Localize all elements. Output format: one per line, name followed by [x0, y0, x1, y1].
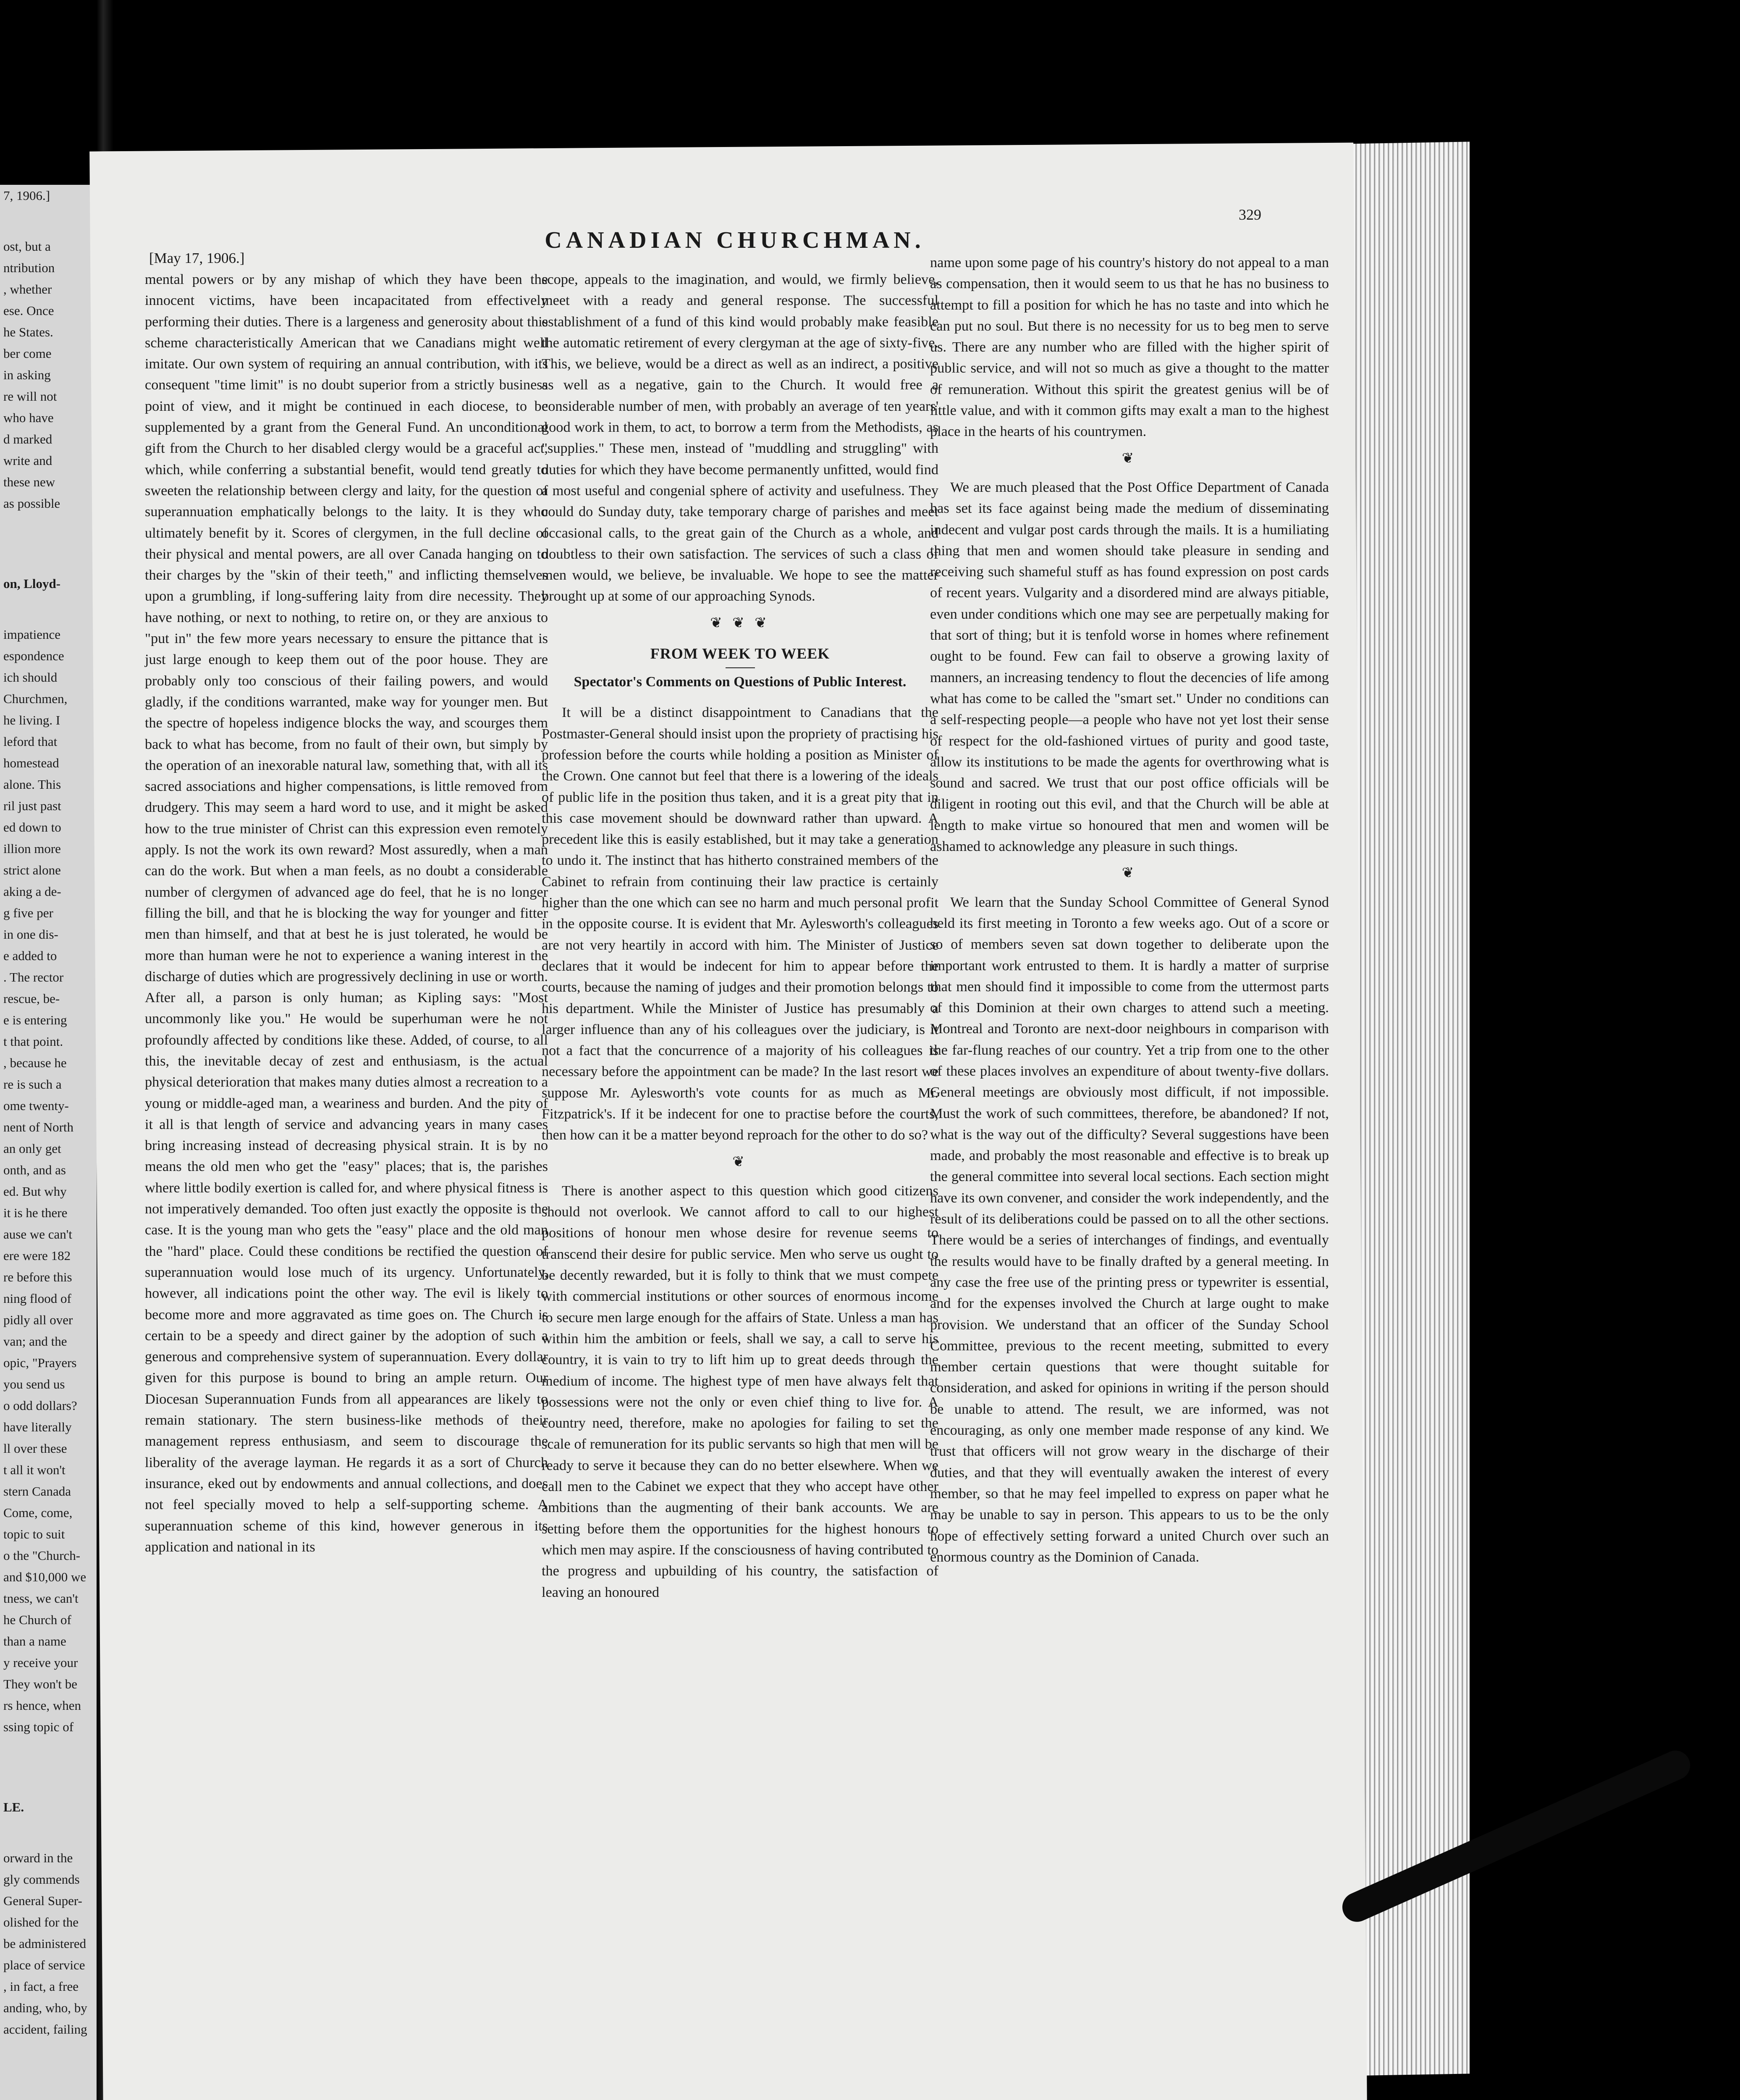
fragment-gap	[0, 594, 97, 624]
left-page-line: o the "Church-	[3, 1548, 81, 1563]
left-page-line: Come, come,	[3, 1505, 73, 1520]
left-page-line: tness, we can't	[3, 1591, 79, 1606]
left-page-line: 7, 1906.]	[3, 188, 50, 203]
left-page-line: impatience	[3, 627, 60, 642]
left-page-line: ause we can't	[3, 1227, 72, 1242]
left-page-line: aking a de-	[3, 884, 61, 899]
fragment-gap	[0, 1738, 97, 1767]
left-page-line: espondence	[3, 648, 64, 663]
superannuation-continued: mental powers or by any mishap of which they have been the innocent victims, have been incapacitated from effectively performing their duties. There is a largeness and generosity about this scheme characteristically American that we Canadians might well imitate. Our own system of requiring an annual contribution, with its consequent "time limit" is no doubt superior from a strictly business point of view, and it might be continued in each diocese, to be supplemented by a grant from the General Fund. An unconditional gift from the Church to her disabled clergy would be a graceful act, which, while conferring a substantial benefit, would tend greatly to sweeten the relationship between clergy and laity, for the question of superannuation emphatically belongs to the laity. It is they who ultimately benefit by it. Scores of clergymen, in the full decline of their physical and mental powers, are all over Canada hanging on to their charges by the "skin of their teeth," and inflicting themselves upon a grumbling, if long-suffering laity from dire necessity. They have nothing, or next to nothing, to retire on, or they are anxious to "put in" the few more years necessary to ensure the pittance that is just large enough to keep them out of the poor house. They are probably only too conscious of their failing powers, and would gladly, if the conditions warranted, make way for younger men. But the spectre of hopeless indigence blocks the way, and scourges them back to what has become, from no fault of their own, but simply by the operation of an inexorable natural law, something that, with all its sacred associations and higher compensations, is little removed from drudgery. This may seem a hard word to use, and it might be asked how to the true minister of Christ can this expression even remotely apply. Is not the work its own reward? Most assuredly, when a man can do the work. But when a man feels, as no doubt a considerable number of clergymen of advanced age do feel, that he is no longer filling the bill, and that he is blocking the way for younger and fitter men than himself, and that at best he is just tolerated, he would be more than human were he not to experience a waning interest in the discharge of duties which are progressively declining in use or worth. After all, a parson is only human; as Kipling says: "Most uncommonly like you." He would be superhuman were he not profoundly affected by conditions like these. Added, of course, to all this, the inevitable decay of zest and enthusiasm, is the actual physical deterioration that makes many duties almost a recreation to a young or middle-aged man, a weariness and burden. And the pity of it all is that length of service and advancing years in many cases bring increasing instead of decreasing physical strain. It is by no means the old men who get the "easy" places; that is, the parishes where little bodily exertion is called for, and where physical fitness is not imperatively demanded. Too often just exactly the opposite is the case. It is the young man who gets the "easy" place and the old man the "hard" place. Could these conditions be rectified the question of superannuation would lose much of its urgency. Unfortunately, however, all indications point the other way. The evil is likely to become more and more aggravated as time goes on. The Church is certain to be a speedy and direct gainer by the adoption of such a generous and comprehensive system of superannuation. Every dollar given for this purpose is bound to bring an ample return. Our Diocesan Superannuation Funds from all appearances are likely to remain stationary. The stern business-like methods of their management repress enthusiasm, and seem to discourage the liberality of the average layman. He regards it as a sort of Church insurance, eked out by endowments and annual collections, and does not feel specially moved to help a self-supporting scheme. A superannuation scheme of this kind, however generous in its application and national in its	[145, 271, 548, 1555]
left-page-line: e is entering	[3, 1013, 67, 1027]
left-page-line: these new	[3, 475, 55, 489]
left-page-line: an only get	[3, 1141, 61, 1156]
left-page-line: and $10,000 we	[3, 1570, 86, 1584]
left-page-line: o odd dollars?	[3, 1398, 77, 1413]
issue-date: [May 17, 1906.]	[149, 250, 245, 266]
left-page-line: re before this	[3, 1270, 72, 1284]
left-page-line: stern Canada	[3, 1484, 71, 1499]
left-page-line: on, Lloyd-	[3, 576, 61, 591]
left-page-line: he Church of	[3, 1612, 71, 1627]
postmaster-paragraph: It will be a distinct disappointment to Canadians that the Postmaster-General should insist upon the propriety of practising his profession before the courts while holding a position as Minister of the Crown. One cannot but feel that there is a lowering of the ideals of public life in the position thus taken, and it is a great pity that in this case movement should be downward rather than upward. A precedent like this is easily established, but it may take a generation to undo it. The instinct that has hitherto constrained members of the Cabinet to refrain from continuing their law practice is certainly higher than the one which can see no harm and much personal profit in the opposite course. It is evident that Mr. Aylesworth's colleagues are not very heartily in accord with him. The Minister of Justice declares that it would be indecent for him to appear before the courts, because the naming of judges and their promotion belongs to his department. While the Minister of Justice has presumably a larger influence than any of his colleagues over the judiciary, is it not a fact that the concurrence of a majority of his colleagues is necessary before the appointment can be made? In the last resort we suppose Mr. Aylesworth's vote counts for as much as Mr. Fitzpatrick's. If it be indecent for one to practise before the courts, then how can it be a matter beyond reproach for the other to do so?	[542, 704, 938, 1143]
left-page-line: d marked	[3, 432, 52, 446]
left-page-line: he living. I	[3, 713, 60, 727]
left-page-fragment	[0, 185, 97, 2100]
left-page-line: ese. Once	[3, 303, 54, 318]
fragment-gap	[0, 206, 97, 236]
column-2	[542, 269, 938, 1603]
left-page-line: t all it won't	[3, 1462, 66, 1477]
left-page-line: t that point.	[3, 1034, 63, 1049]
section-ornament: ❦ ❦ ❦	[710, 615, 770, 631]
fragment-gap	[0, 514, 97, 543]
left-page-line: ich should	[3, 670, 58, 685]
left-page-line: strict alone	[3, 863, 61, 877]
left-page-line: ll over these	[3, 1441, 67, 1456]
paragraph-ornament: ❦	[1122, 450, 1137, 466]
left-page-line: topic to suit	[3, 1527, 65, 1541]
left-page-line: re will not	[3, 389, 57, 404]
left-page-line: ssing topic of	[3, 1719, 74, 1734]
left-page-line: , because he	[3, 1055, 67, 1070]
left-page-line: olished for the	[3, 1915, 79, 1929]
left-page-line: , in fact, a free	[3, 1979, 79, 1994]
column-3	[930, 252, 1329, 1567]
left-page-line: accident, failing	[3, 2022, 87, 2037]
masthead: CANADIAN CHURCHMAN.	[545, 227, 925, 253]
left-page-line: he States.	[3, 325, 53, 339]
left-page-line: ber come	[3, 346, 52, 361]
left-page-line: in asking	[3, 368, 51, 382]
heading-rule	[726, 667, 755, 668]
left-page-line: orward in the	[3, 1851, 73, 1865]
left-page-line: opic, "Prayers	[3, 1355, 77, 1370]
left-page-line: re is such a	[3, 1077, 62, 1092]
left-page-line: van; and the	[3, 1334, 67, 1349]
left-page-line: ril just past	[3, 798, 61, 813]
public-service-continued: name upon some page of his country's history do not appeal to a man as compensation, then it would seem to us that he has no business to attempt to fill a position for which he has no taste and into which he can put no soul. But there is no necessity for us to beg men to serve us. There are any number who are filled with the higher spirit of public service, and will not so much as give a thought to the matter of remuneration. Without this spirit the greatest genius will be of little value, and with it common gifts may exalt a man to the highest place in the hearts of his countrymen.	[930, 255, 1329, 440]
fragment-gap	[0, 1767, 97, 1796]
left-page-line: Churchmen,	[3, 691, 68, 706]
left-page-line: pidly all over	[3, 1312, 73, 1327]
left-page-line: than a name	[3, 1634, 66, 1648]
left-page-line: it is he there	[3, 1205, 68, 1220]
left-page-line: rescue, be-	[3, 991, 60, 1006]
left-page-line: ntribution	[3, 260, 55, 275]
left-page-line: nent of North	[3, 1120, 74, 1134]
left-page-line: ere were 182	[3, 1248, 71, 1263]
sunday-school-paragraph: We learn that the Sunday School Committee of General Synod held its first meeting in Toronto a few weeks ago. Out of a score or so of members seven sat down together to deliberate upon the important work entrusted to them. It is hardly a matter of surprise that men should find it impossible to come from the uttermost parts of this Dominion at their own charges to attend such a meeting. Montreal and Toronto are next-door neighbours in comparison with the far-flung reaches of our country. Yet a trip from one to the other of these places involves an expenditure of about twenty-five dollars. General meetings are obviously most difficult, if not impossible. Must the work of such committees, therefore, be abandoned? If not, what is the way out of the difficulty? Several suggestions have been made, and probably the most reasonable and effective is to break up the general committee into several local sections. Each section might have its own convener, and consider the work independently, and the result of its deliberations could be passed on to all the other sections. There would be a series of interchanges of findings, and eventually the results would have to be finally drafted by a general meeting. In any case the free use of the printing press or typewriter is essential, and for the expenses involved the Church at large ought to make provision. We understand that an officer of the Sunday School Committee, previous to the recent meeting, submitted to every member certain questions that were thought suitable for consideration, and asked for opinions in writing if the person should be unable to attend. The result, we are informed, was not encouraging, as only one member made response of any kind. We trust that officers will not grow weary in the discharge of their duties, and that they will eventually awaken the interest of every member, so that he may feel impelled to express on paper what he may be unable to say in person. This appears to us to be the only hope of effectively setting forward a united Church over such an enormous country as the Dominion of Canada.	[930, 894, 1329, 1565]
left-page-line: leford that	[3, 734, 58, 749]
left-page-line: homestead	[3, 756, 59, 770]
left-page-line: be administered	[3, 1936, 86, 1951]
fragment-gap	[0, 543, 97, 573]
left-page-line: , whether	[3, 282, 52, 297]
left-page-line: onth, and as	[3, 1163, 66, 1177]
left-page-line: write and	[3, 453, 52, 468]
left-page-line: ome twenty-	[3, 1098, 69, 1113]
left-page-line: ost, but a	[3, 239, 51, 254]
left-page-line: gly commends	[3, 1872, 80, 1887]
left-page-line: y receive your	[3, 1655, 78, 1670]
left-page-line: General Super-	[3, 1893, 82, 1908]
left-page-line: e added to	[3, 948, 57, 963]
fragment-gap	[0, 1818, 97, 1847]
section-heading: FROM WEEK TO WEEK	[650, 645, 830, 662]
left-page-line: anding, who, by	[3, 2000, 87, 2015]
post-cards-paragraph: We are much pleased that the Post Office Department of Canada has set its face against being made the medium of disseminating indecent and vulgar post cards through the mails. It is a humiliating thing that men and women should take pleasure in sending and receiving such shameful stuff as has found expression on post cards of recent years. Vulgarity and a disordered mind are always pitiable, even under conditions which one may see are perpetually making for that sort of thing; but it is tenfold worse in homes where refinement ought to be found. Few can fail to observe a growing laxity of manners, an increasing tendency to flout the decencies of life among what has come to be called the "smart set." Under no conditions can a self-respecting people—a people who have not yet lost their sense of respect for the old-fashioned virtues of purity and good taste, allow its institutions to be made the agents for overthrowing what is sound and sacred. We trust that our post office officials will be diligent in rooting out this evil, and that the Church will be able at length to make virtue so honoured that men and women will be ashamed to acknowledge any pleasure in such things.	[930, 479, 1329, 855]
left-page-line: in one dis-	[3, 927, 58, 942]
left-page-line: alone. This	[3, 777, 61, 792]
left-page-line: illion more	[3, 841, 61, 856]
paragraph-ornament: ❦	[1122, 865, 1137, 881]
left-page-line: who have	[3, 410, 54, 425]
section-subheading: Spectator's Comments on Questions of Public Interest.	[574, 674, 907, 690]
left-page-line: you send us	[3, 1377, 65, 1391]
left-page-line: ning flood of	[3, 1291, 71, 1306]
public-service-paragraph: There is another aspect to this question which good citizens should not overlook. We cannot afford to call to our highest positions of honour men whose desire for revenue seems to transcend their desire for public service. Men who serve us ought to be decently rewarded, but it is folly to think that we must compete with commercial institutions or other sources of enormous income to secure men large enough for the affairs of State. Unless a man has within him the ambition or feels, shall we say, a call to serve his country, it is vain to try to lift him up to great deeds through the medium of income. The highest type of men have always felt that possessions were not the only or even chief thing to live for. A country need, therefore, make no apologies for failing to set the scale of remuneration for its public servants so high that men will be ready to serve it because they can do no better elsewhere. When we call men to the Cabinet we expect that they who accept have other ambitions than the augmenting of their bank accounts. We are setting before them the opportunities for the highest honours to which men may aspire. If the consciousness of having contributed to the progress and upbuilding of his country, the satisfaction of leaving an honoured	[542, 1182, 938, 1600]
superannuation-conclusion: scope, appeals to the imagination, and would, we firmly believe, meet with a ready and general response. The successful establishment of a fund of this kind would probably make feasible the automatic retirement of every clergyman at the age of sixty-five. This, we believe, would be a direct as well as an indirect, a positive as well as a negative, gain to the Church. It would free a considerable number of men, with probably an average of ten years' good work in them, to act, to borrow a term from the Methodists, as "supplies." These men, instead of "muddling and struggling" with duties for which they have become permanently unfitted, would find a most useful and congenial sphere of activity and usefulness. They could do Sunday duty, take temporary charge of parishes and meet occasional calls, to the great gain of the Church as a whole, and doubtless to their own satisfaction. The services of such a class of men would, we believe, be invaluable. We hope to see the matter brought up at some of our approaching Synods.	[542, 271, 938, 604]
left-page-line: LE.	[3, 1800, 24, 1814]
left-page-line: g five per	[3, 906, 53, 920]
left-page-line: ed down to	[3, 820, 61, 835]
left-page-line: as possible	[3, 496, 60, 511]
left-page-line: ed. But why	[3, 1184, 67, 1199]
left-page-line: They won't be	[3, 1677, 78, 1691]
left-page-line: place of service	[3, 1958, 85, 1972]
column-1	[145, 269, 548, 1557]
left-page-line: . The rector	[3, 970, 64, 984]
page-number: 329	[1239, 206, 1261, 223]
left-page-line: rs hence, when	[3, 1698, 81, 1713]
left-page-line: have literally	[3, 1420, 72, 1434]
paragraph-ornament: ❦	[732, 1154, 748, 1170]
